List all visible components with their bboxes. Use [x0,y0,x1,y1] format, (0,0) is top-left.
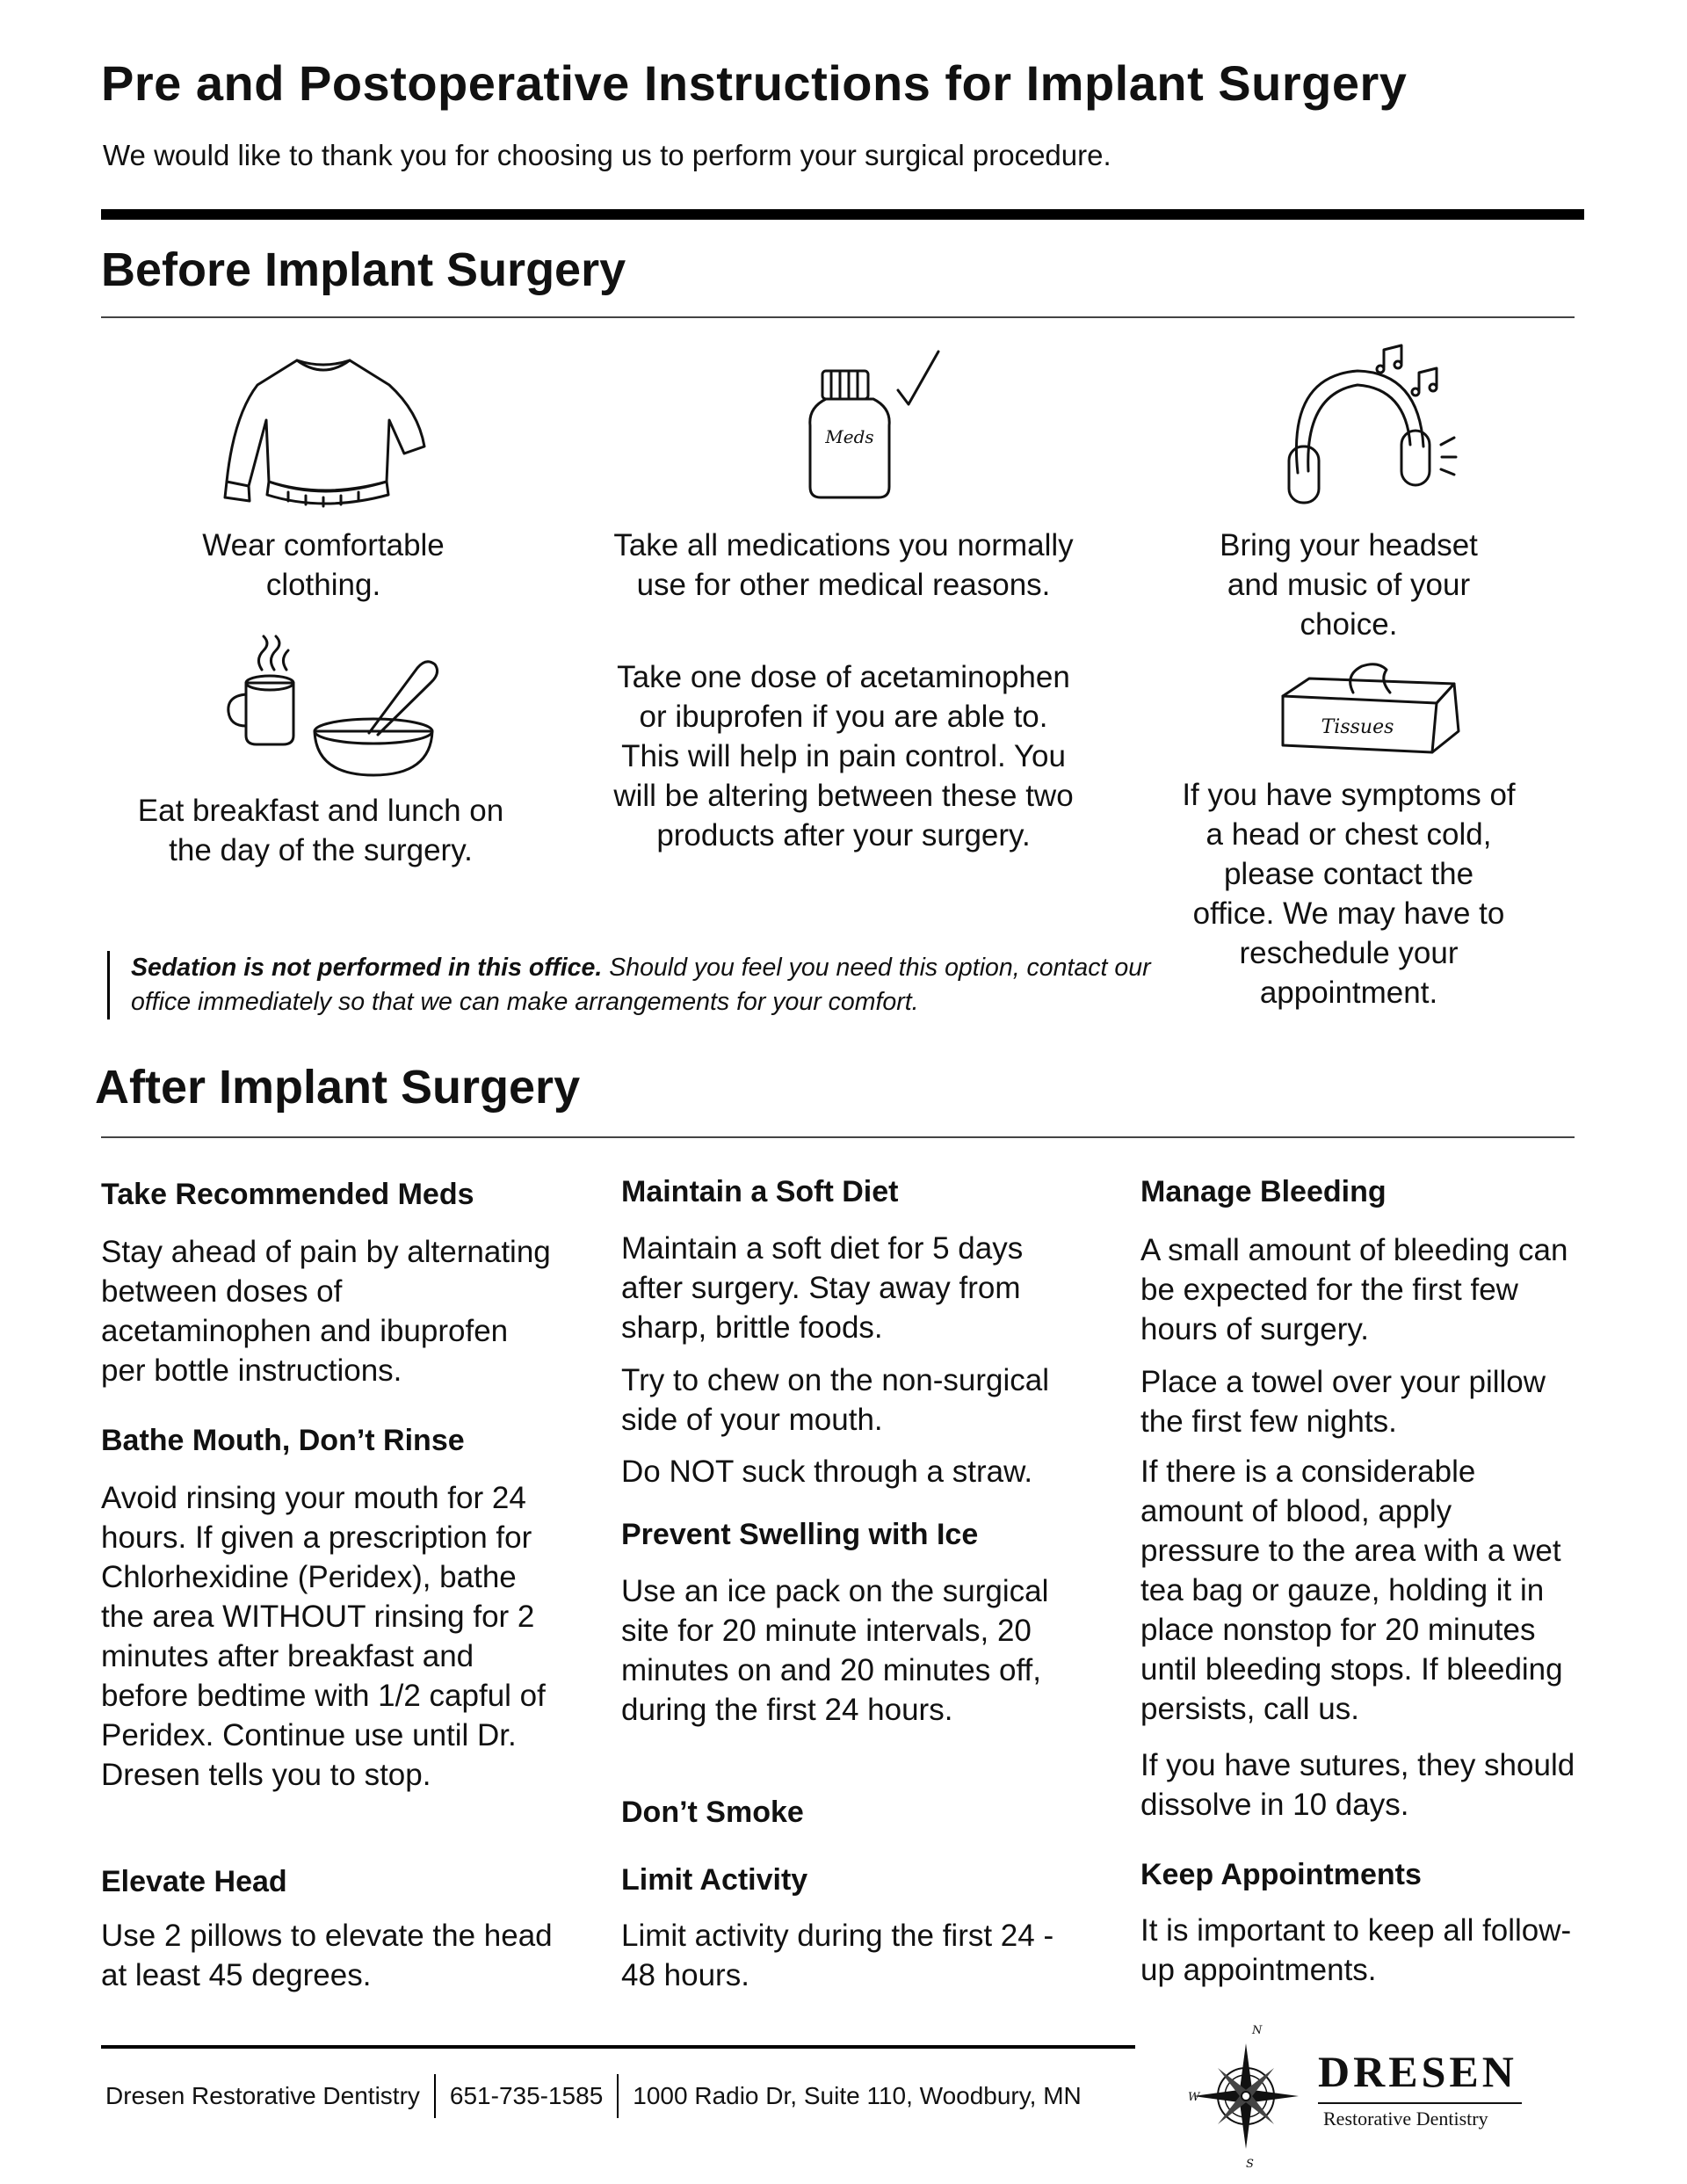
meds-heading: Take Recommended Meds [101,1178,474,1211]
bathe-text: Avoid rinsing your mouth for 24 hours. If given a prescription for Chlorhexidine (Peridex), bathe the area WITHOUT rinsing for 2 minutes after breakfast and before bedtime with 1/2 capful of Peridex. Continue use until Dr. Dresen tells you to stop. [101,1481,546,1792]
activity-text: Limit activity during the first 24 - 48 hours. [621,1919,1054,1992]
footer-contact [105,2074,1082,2118]
logo-divider [1318,2102,1522,2104]
sedation-callout-bold: Sedation is not performed in this office. [131,954,603,982]
appointments-text: It is important to keep all follow-up appointments. [1140,1913,1572,1987]
bleeding-text-4: If you have sutures, they should dissolve in 10 days. [1140,1748,1575,1822]
footer-separator [617,2074,619,2118]
tissues-label: Tissues [1321,716,1394,738]
sweater-icon [218,350,429,512]
sedation-callout-text: Should you feel you need this option, contact our office immediately so that we can make arrangements for your comfort. [131,954,1151,1016]
tip-headset: Bring your headset and music of your choice. [1220,528,1478,642]
smoke-heading: Don’t Smoke [621,1796,804,1829]
page-subtitle: We would like to thank you for choosing us to perform your surgical procedure. [103,139,1111,171]
header-divider [101,209,1584,220]
footer-address: 1000 Radio Dr, Suite 110, Woodbury, MN [633,2082,1082,2109]
footer-separator [434,2074,436,2118]
compass-north-label: N [1252,2024,1263,2037]
appointments-heading: Keep Appointments [1140,1858,1422,1891]
diet-text-2: Try to chew on the non-surgical side of your mouth. [621,1363,1049,1437]
sedation-callout [107,951,1203,1019]
elevate-heading: Elevate Head [101,1865,287,1898]
tip-breakfast: Eat breakfast and lunch on the day of the surgery. [137,794,504,867]
elevate-text: Use 2 pillows to elevate the head at least 45 degrees. [101,1919,553,1992]
logo-tagline: Restorative Dentistry [1323,2108,1488,2130]
breakfast-icon [220,635,448,780]
compass-west-label: W [1188,2091,1200,2104]
after-divider [101,1136,1575,1138]
bleeding-text-3: If there is a considerable amount of blood, apply pressure to the area with a wet tea bag or gauze, holding it in place nonstop for 20 minutes until bleeding stops. If bleeding persists, call us. [1140,1455,1563,1726]
bleeding-heading: Manage Bleeding [1140,1175,1387,1208]
activity-heading: Limit Activity [621,1863,808,1897]
bleeding-text-1: A small amount of bleeding can be expected for the first few hours of surgery. [1140,1233,1568,1346]
diet-text-3: Do NOT suck through a straw. [621,1455,1033,1489]
tip-cold-symptoms: If you have symptoms of a head or chest cold, please contact the office. We may have to reschedule your appointment. [1182,778,1516,1010]
tip-medications: Take all medications you normally use for other medical reasons. [613,528,1074,602]
compass-south-label: S [1246,2158,1254,2171]
before-heading: Before Implant Surgery [101,243,626,296]
compass-rose-icon [1186,2021,1300,2171]
tip-clothing: Wear comfortable clothing. [202,528,445,602]
diet-heading: Maintain a Soft Diet [621,1175,899,1208]
bleeding-text-2: Place a towel over your pillow the first few nights. [1140,1365,1546,1439]
footer-practice-name: Dresen Restorative Dentistry [105,2082,420,2109]
after-heading: After Implant Surgery [95,1061,581,1114]
tissues-icon [1274,661,1467,758]
headphones-icon [1278,341,1454,508]
ice-heading: Prevent Swelling with Ice [621,1518,979,1551]
before-divider [101,316,1575,318]
footer-phone: 651-735-1585 [449,2082,604,2109]
tip-pain-dose: Take one dose of acetaminophen or ibuprofen if you are able to. This will help in pain control. You will be altering between these two products after your surgery. [613,660,1074,853]
meds-bottle-icon [800,346,949,504]
meds-label: Meds [825,426,874,447]
ice-text: Use an ice pack on the surgical site for 20 minute intervals, 20 minutes on and 20 minutes off, during the first 24 hours. [621,1574,1049,1727]
meds-text: Stay ahead of pain by alternating between doses of acetaminophen and ibuprofen per bottle instructions. [101,1235,551,1388]
logo-name: DRESEN [1318,2047,1517,2096]
page-title: Pre and Postoperative Instructions for Implant Surgery [101,55,1408,111]
diet-text-1: Maintain a soft diet for 5 days after surgery. Stay away from sharp, brittle foods. [621,1231,1024,1345]
bathe-heading: Bathe Mouth, Don’t Rinse [101,1424,465,1457]
dresen-logo [1186,2021,1538,2171]
footer-divider [101,2045,1135,2049]
